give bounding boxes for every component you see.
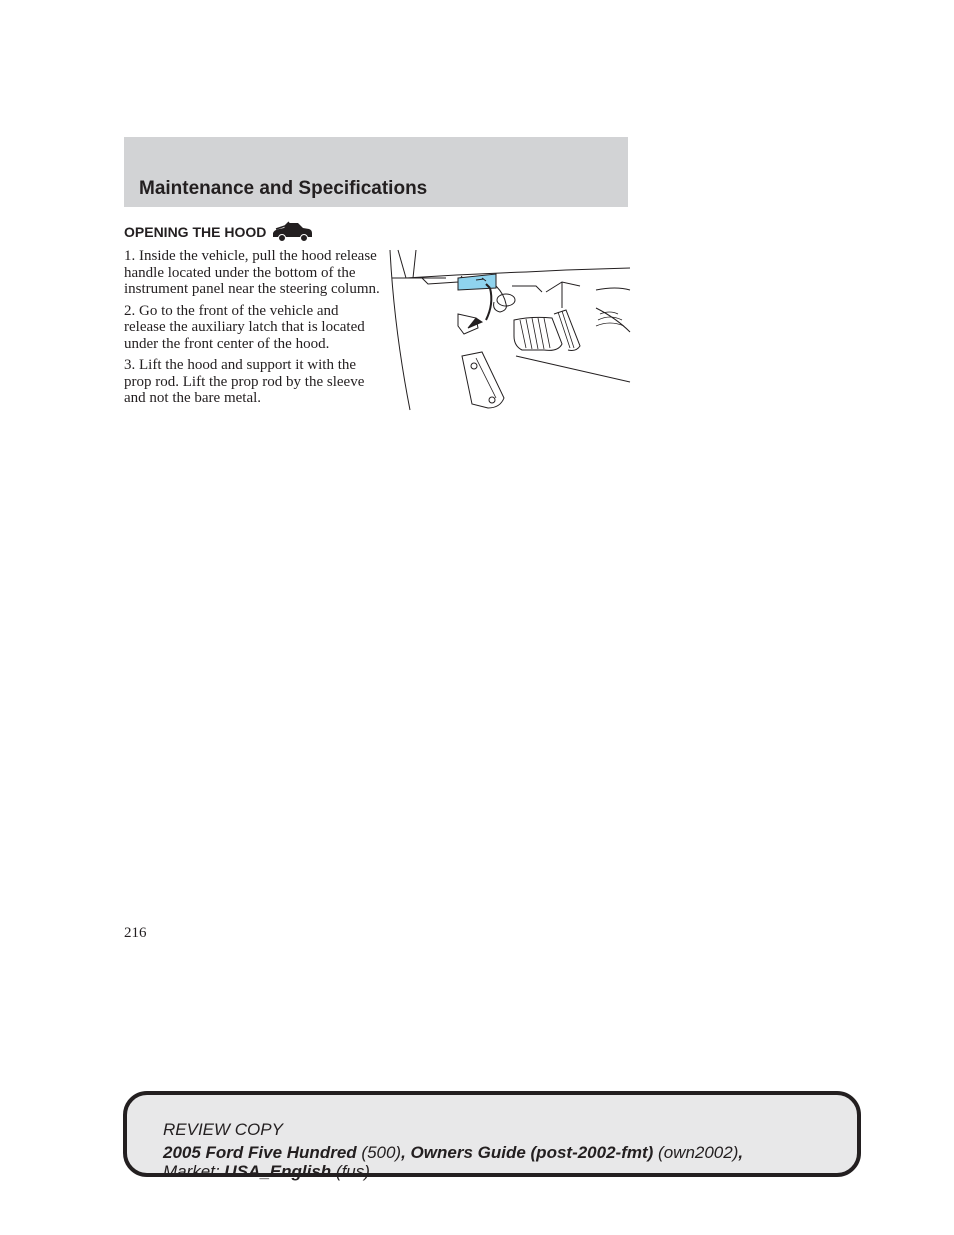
section-header-band bbox=[124, 137, 628, 207]
instruction-steps bbox=[124, 248, 380, 412]
hood-release-illustration bbox=[386, 248, 631, 414]
page-number: 216 bbox=[124, 925, 147, 941]
car-hood-icon bbox=[270, 221, 314, 243]
document-info-line: 2005 Ford Five Hundred (500), Owners Guide (post-2002-fmt) (own2002), bbox=[163, 1143, 744, 1162]
review-copy-footer bbox=[123, 1091, 861, 1181]
section-title: Maintenance and Specifications bbox=[139, 178, 428, 199]
market-info-line: Market: USA_English (fus) bbox=[163, 1162, 370, 1181]
subsection-heading-text: OPENING THE HOOD bbox=[124, 224, 267, 240]
subsection-heading bbox=[124, 221, 314, 243]
step-3: 3. Lift the hood and support it with the prop rod. Lift the prop rod by the sleeve and not the bare metal. bbox=[124, 357, 365, 406]
step-2: 2. Go to the front of the vehicle and release the auxiliary latch that is located under the front center of the hood. bbox=[124, 302, 365, 352]
review-copy-label: REVIEW COPY bbox=[163, 1120, 283, 1139]
step-1: 1. Inside the vehicle, pull the hood release handle located under the bottom of the instrument panel near the steering column. bbox=[124, 248, 380, 297]
